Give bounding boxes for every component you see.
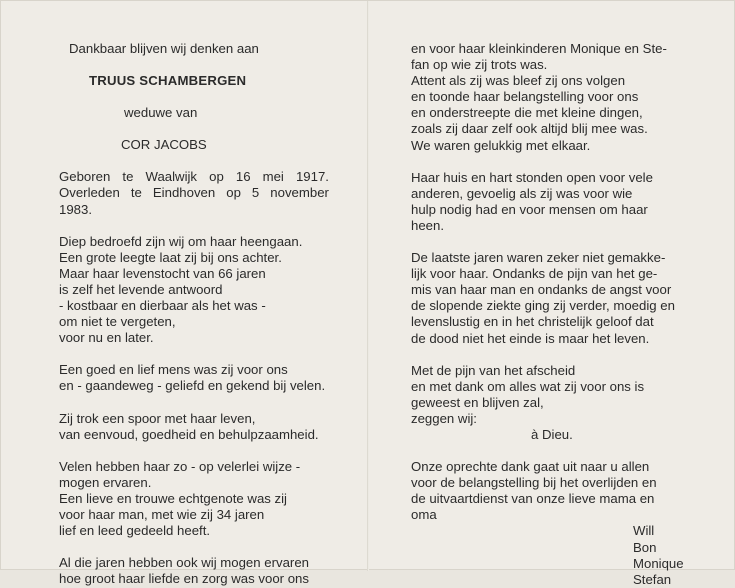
text-line: zoals zij daar zelf ook altijd blij mee was. xyxy=(411,121,648,137)
text-line: Met de pijn van het afscheid xyxy=(411,362,576,378)
text-line: Maar haar levenstocht van 66 jaren xyxy=(59,265,266,281)
text-line: levenslustig en in het christelijk geloof dat xyxy=(411,314,654,330)
text-line: We waren gelukkig met elkaar. xyxy=(411,137,591,153)
right-page xyxy=(411,41,696,588)
signature-monique: Monique xyxy=(633,555,684,571)
text-line: mis van haar man en ondanks de angst voor xyxy=(411,282,672,298)
text-line: Zij trok een spoor met haar leven, xyxy=(59,410,256,426)
text-line: mogen ervaren. xyxy=(59,474,152,490)
text-line: lief en leed gedeeld heeft. xyxy=(59,523,211,539)
widow-of: weduwe van xyxy=(124,105,198,121)
text-line: Een goed en lief mens was zij voor ons xyxy=(59,362,288,378)
card-fold xyxy=(367,1,369,571)
text-line: Al die jaren hebben ook wij mogen ervaren xyxy=(59,555,309,571)
text-line: Diep bedroefd zijn wij om haar heengaan. xyxy=(59,233,303,249)
text-line: Attent als zij was bleef zij ons volgen xyxy=(411,73,626,89)
deceased-name: TRUUS SCHAMBERGEN xyxy=(89,73,247,89)
text-line: Een grote leegte laat zij bij ons achter. xyxy=(59,249,282,265)
text-line: geweest en blijven zal, xyxy=(411,394,544,410)
signature-stefan: Stefan xyxy=(633,571,672,587)
text-line: - kostbaar en dierbaar als het was - xyxy=(59,298,266,314)
text-line: voor haar man, met wie zij 34 jaren xyxy=(59,506,265,522)
birth-line: Geboren te Waalwijk op 16 mei 1917. xyxy=(59,169,329,185)
text-line: zeggen wij: xyxy=(411,410,477,426)
text-line: en onderstreepte die met kleine dingen, xyxy=(411,105,643,121)
text-line: hulp nodig had en voor mensen om haar xyxy=(411,201,648,217)
text-line: Onze oprechte dank gaat uit naar u allen xyxy=(411,459,650,475)
text-line: Een lieve en trouwe echtgenote was zij xyxy=(59,490,287,506)
text-line: Haar huis en hart stonden open voor vele xyxy=(411,169,653,185)
text-line: oma xyxy=(411,507,437,523)
text-line: anderen, gevoelig als zij was voor wie xyxy=(411,185,633,201)
death-line: Overleden te Eindhoven op 5 november xyxy=(59,185,329,201)
text-line: van eenvoud, goedheid en behulpzaamheid. xyxy=(59,426,319,442)
signature-will: Will xyxy=(633,523,655,539)
text-line: de dood niet het einde is maar het leven. xyxy=(411,330,650,346)
text-line: is zelf het levende antwoord xyxy=(59,281,223,297)
text-line: en toonde haar belangstelling voor ons xyxy=(411,89,639,105)
adieu-line: à Dieu. xyxy=(531,426,573,442)
text-line: om niet te vergeten, xyxy=(59,314,176,330)
text-line: Velen hebben haar zo - op velerlei wijze - xyxy=(59,458,301,474)
text-line: hoe groot haar liefde en zorg was voor ons xyxy=(59,571,309,587)
text-line: en met dank om alles wat zij voor ons is xyxy=(411,378,645,394)
text-line: heen. xyxy=(411,217,445,233)
intro-line: Dankbaar blijven wij denken aan xyxy=(69,41,259,56)
text-line: de uitvaartdienst van onze lieve mama en xyxy=(411,491,655,507)
death-year: 1983. xyxy=(59,201,93,217)
text-line: en voor haar kleinkinderen Monique en Ste- xyxy=(411,41,667,56)
text-line: lijk voor haar. Ondanks de pijn van het ge- xyxy=(411,266,658,282)
text-line: de slopende ziekte ging zij verder, moedig en xyxy=(411,298,675,314)
left-page xyxy=(59,41,329,587)
text-line: en - gaandeweg - geliefd en gekend bij velen. xyxy=(59,378,326,394)
text-line: voor de belangstelling bij het overlijden en xyxy=(411,475,657,491)
text-line: voor nu en later. xyxy=(59,330,154,346)
signature-bon: Bon xyxy=(633,539,657,555)
husband-name: COR JACOBS xyxy=(121,137,207,153)
text-line: fan op wie zij trots was. xyxy=(411,57,548,73)
text-line: De laatste jaren waren zeker niet gemakke- xyxy=(411,250,666,266)
